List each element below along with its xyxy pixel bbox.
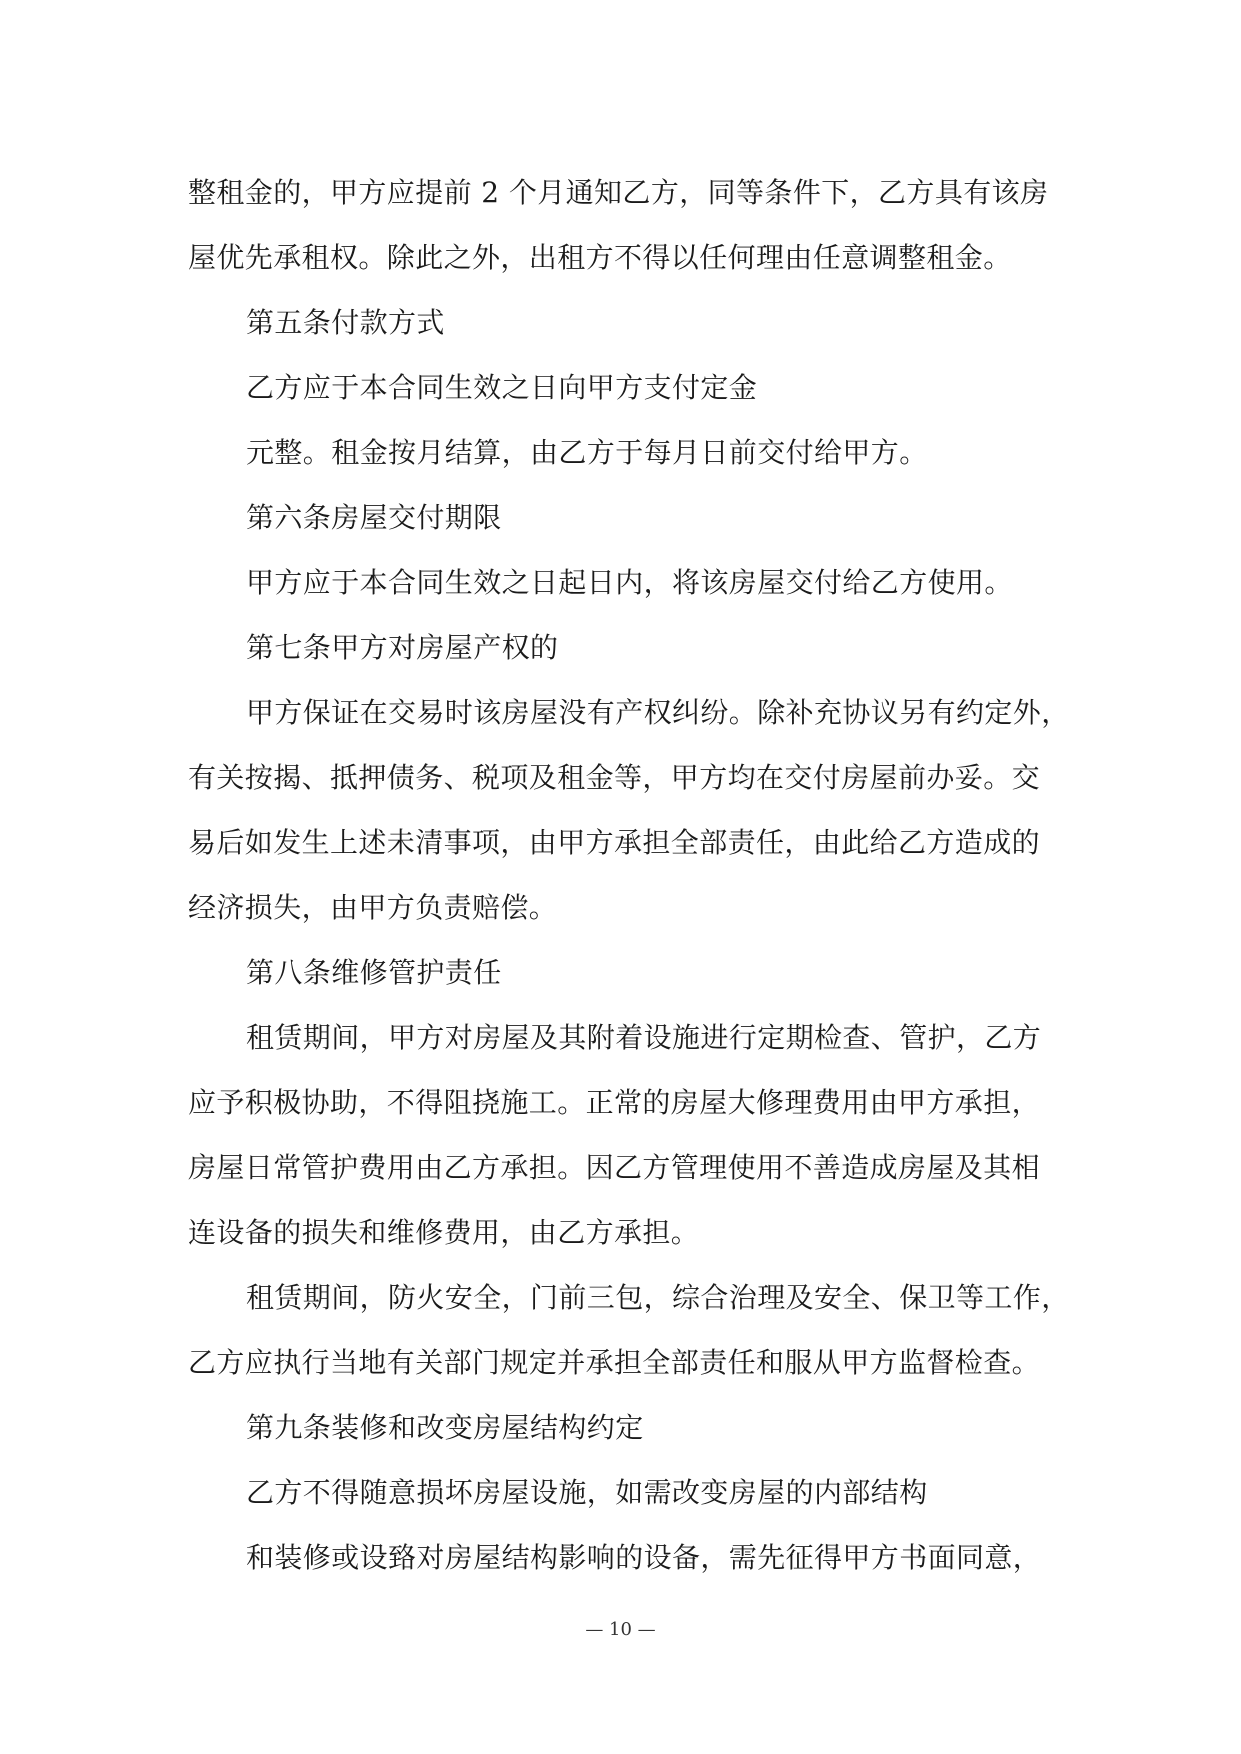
text-line: 易后如发生上述未清事项，由甲方承担全部责任，由此给乙方造成的 xyxy=(188,826,1041,859)
text-line: 乙方不得随意损坏房屋设施，如需改变房屋的内部结构 xyxy=(246,1476,928,1509)
text-line: 整租金的，甲方应提前 2 个月通知乙方，同等条件下，乙方具有该房 xyxy=(188,176,1049,209)
text-line: 第五条付款方式 xyxy=(246,306,445,339)
text-line: 房屋日常管护费用由乙方承担。因乙方管理使用不善造成房屋及其相 xyxy=(188,1151,1041,1184)
text-line: 乙方应执行当地有关部门规定并承担全部责任和服从甲方监督检查。 xyxy=(188,1346,1041,1379)
text-line: 有关按揭、抵押债务、税项及租金等，甲方均在交付房屋前办妥。交 xyxy=(188,761,1041,794)
text-line: 屋优先承租权。除此之外，出租方不得以任何理由任意调整租金。 xyxy=(188,241,1012,274)
text-line: 第九条装修和改变房屋结构约定 xyxy=(246,1411,644,1444)
text-line: 经济损失，由甲方负责赔偿。 xyxy=(188,891,558,924)
text-line: 租赁期间，甲方对房屋及其附着设施进行定期检查、管护，乙方 xyxy=(246,1021,1042,1054)
text-line: 第六条房屋交付期限 xyxy=(246,501,502,534)
text-line: 乙方应于本合同生效之日向甲方支付定金 xyxy=(246,371,758,404)
text-line: 租赁期间，防火安全，门前三包，综合治理及安全、保卫等工作， xyxy=(246,1281,1070,1314)
page-number: — 10 — xyxy=(585,1619,656,1640)
text-line: 连设备的损失和维修费用，由乙方承担。 xyxy=(188,1216,700,1249)
text-line: 第七条甲方对房屋产权的 xyxy=(246,631,559,664)
text-line: 应予积极协助，不得阻挠施工。正常的房屋大修理费用由甲方承担， xyxy=(188,1086,1041,1119)
document-body xyxy=(188,160,1088,1590)
text-line: 甲方保证在交易时该房屋没有产权纠纷。除补充协议另有约定外， xyxy=(246,696,1070,729)
text-line: 元整。租金按月结算，由乙方于每月日前交付给甲方。 xyxy=(246,436,928,469)
text-line: 第八条维修管护责任 xyxy=(246,956,502,989)
text-line: 甲方应于本合同生效之日起日内，将该房屋交付给乙方使用。 xyxy=(246,566,1013,599)
text-line: 和装修或设臵对房屋结构影响的设备，需先征得甲方书面同意， xyxy=(246,1541,1042,1574)
